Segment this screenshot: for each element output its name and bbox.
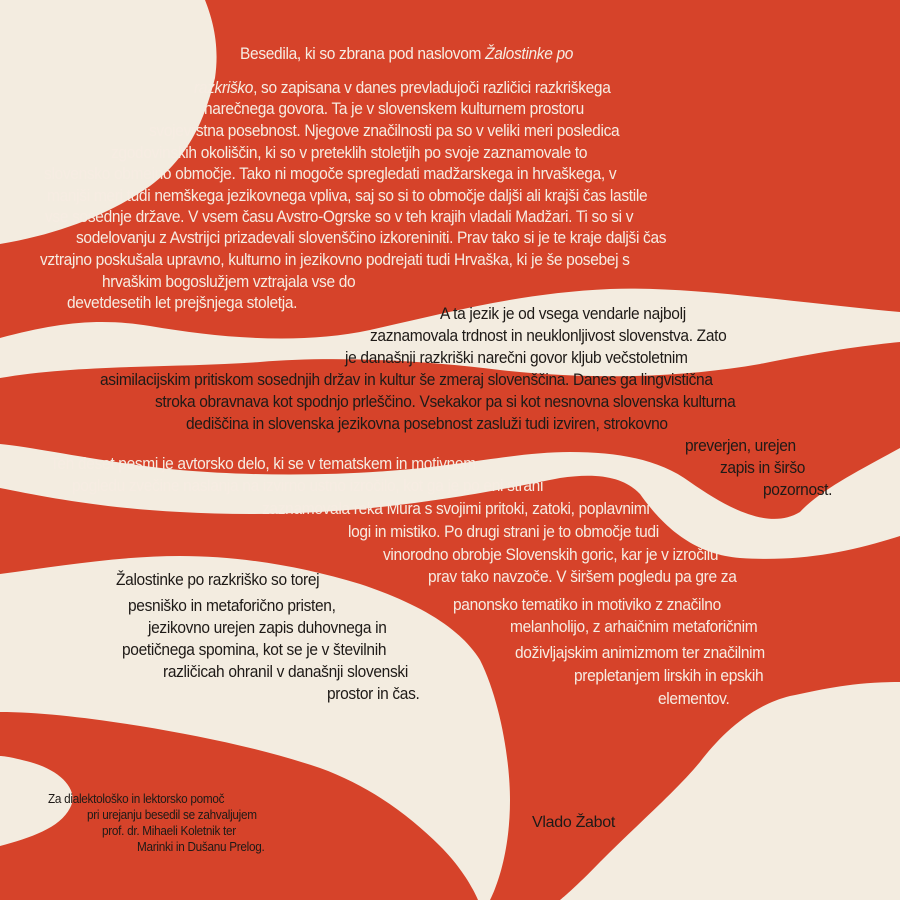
text-line: logi in mistiko. Po drugi strani je to območje tudi <box>348 523 659 541</box>
text-line: zaznamovala reka Mura s svojimi pritoki, zatoki, poplavnimi <box>262 500 650 518</box>
text-fragment: Besedila, ki so zbrana pod naslovom <box>240 45 486 63</box>
text-line: A ta jezik je od vsega vendarle najbolj <box>440 305 686 323</box>
text-line: prof. dr. Mihaeli Koletnik ter <box>102 824 236 838</box>
text-line: pozornost. <box>763 481 833 499</box>
text-line: prav tako navzoče. V širšem pogledu pa gre za <box>428 568 737 586</box>
text-line: različicah ohranil v današnji slovenski <box>163 663 408 681</box>
text-line: pesniško in metaforično pristen, <box>128 597 336 615</box>
text-line: devetdesetih let prejšnjega stoletja. <box>67 294 298 312</box>
book-title: razkriško <box>194 79 254 97</box>
text-fragment: , so zapisana v danes prevladujoči različici razkriškega <box>253 79 611 97</box>
text-line: zgodovinskih okoliščin, ki so v preteklih stoletjih po svoje zaznamovale to <box>111 144 588 162</box>
text-line: Marinki in Dušanu Prelog. <box>137 840 265 854</box>
text-line: vinorodno obrobje Slovenskih goric, kar je v izročilu <box>383 546 719 564</box>
text-line: panonsko tematiko in motiviko z značilno <box>453 596 721 614</box>
text-line <box>194 78 611 98</box>
text-line: hrvaškim bogoslužjem vztrajala vse do <box>102 273 356 291</box>
text-line: doživljajskim animizmom ter značilnim <box>515 644 765 662</box>
text-line: Teh deset pesmi je avtorsko delo, ki se v tematskem in motivnem <box>50 455 476 473</box>
text-line: asimilacijskim pritiskom sosednjih držav in kultur še zmeraj slovenščina. Danes ga lingvistična <box>100 371 713 389</box>
text-line: vztrajno poskušala upravno, kulturno in jezikovno podrejati tudi Hrvaška, ki je še posebej s <box>40 251 630 269</box>
text-line: jezikovno urejen zapis duhovnega in <box>148 619 387 637</box>
text-line: elementov. <box>658 690 730 708</box>
text-line: prepletanjem lirskih in epskih <box>574 667 764 685</box>
text-line <box>240 44 573 64</box>
author-name: Vlado Žabot <box>532 814 615 831</box>
text-line: zaznamovala trdnost in neuklonljivost slovenstva. Zato <box>370 327 727 345</box>
text-line: slovensko obmejno območje. Tako ni mogoče spregledati madžarskega in hrvaškega, v <box>44 165 617 183</box>
book-title: Žalostinke po <box>485 45 574 63</box>
text-line: prostor in čas. <box>327 685 420 703</box>
text-line: narečnega govora. Ta je v slovenskem kulturnem prostoru <box>204 100 584 118</box>
text-line: zapis in širšo <box>720 459 806 477</box>
text-line: preverjen, urejen <box>685 437 796 455</box>
text-line: pogledu zvečine naslanja na izvirno ustno izročilo, kot ga je po eni strani <box>72 477 544 495</box>
text-line: Za dialektološko in lektorsko pomoč <box>48 792 225 806</box>
text-line: melanholijo, z arhaičnim metaforičnim <box>510 618 758 636</box>
text-line: Žalostinke po razkriško so torej <box>116 571 320 589</box>
text-line: stroka obravnava kot spodnjo prleščino. Vsekakor pa si kot nesnovna slovenska kulturna <box>155 393 736 411</box>
text-line: poetičnega spomina, kot se je v številnih <box>122 641 387 659</box>
text-line: sodelovanju z Avstrijci prizadevali slovenščino izkoreniniti. Prav tako si je te kraje daljši čas <box>76 229 667 247</box>
text-line: svojevrstna posebnost. Njegove značilnosti pa so v veliki meri posledica <box>149 122 620 140</box>
text-line: je današnji razkriški narečni govor kljub večstoletnim <box>345 349 688 367</box>
text-line: pri urejanju besedil se zahvaljujem <box>87 808 257 822</box>
text-line: dediščina in slovenska jezikovna posebnost zasluži tudi izviren, strokovno <box>186 415 668 433</box>
text-line: manjši meri tudi nemškega jezikovnega vpliva, saj so si to območje daljši ali krajši čas lastile <box>47 187 648 205</box>
text-line: vse sosednje države. V vsem času Avstro-Ogrske so v teh krajih vladali Madžari. Ti so si v <box>45 208 634 226</box>
